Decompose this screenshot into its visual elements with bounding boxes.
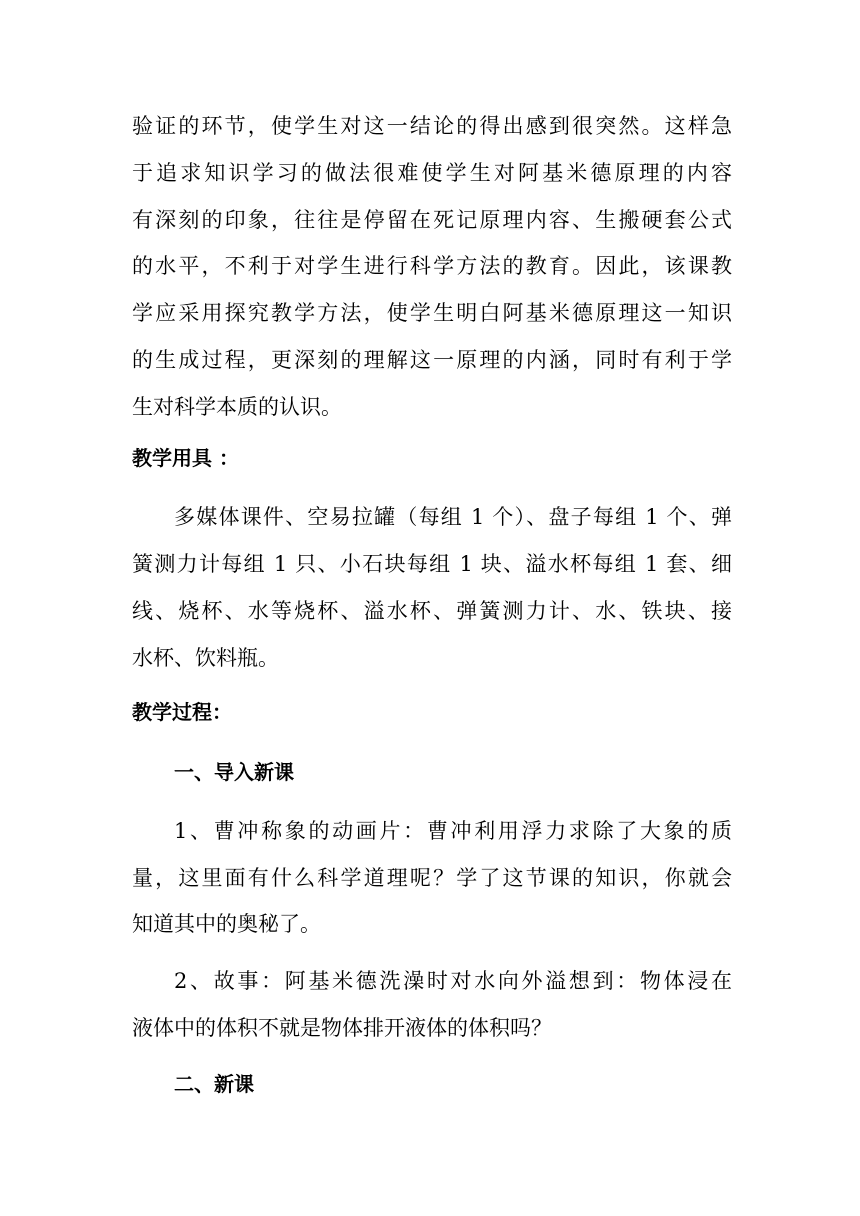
paragraph-line: 线、烧杯、水等烧杯、溢水杯、弹簧测力计、水、铁块、接 bbox=[132, 599, 732, 623]
paragraph-line: 的水平，不利于对学生进行科学方法的教育。因此，该课教 bbox=[132, 254, 732, 278]
section-heading-process: 教学过程： bbox=[132, 700, 232, 724]
subsection-heading-intro: 一、导入新课 bbox=[174, 760, 294, 784]
paragraph-line: 2、故事：阿基米德洗澡时对水向外溢想到：物体浸在 bbox=[174, 969, 732, 993]
subsection-heading-new-lesson: 二、新课 bbox=[174, 1072, 254, 1096]
paragraph-line: 水杯、饮料瓶。 bbox=[132, 646, 279, 670]
paragraph-line: 簧测力计每组 1 只、小石块每组 1 块、溢水杯每组 1 套、细 bbox=[132, 552, 732, 576]
paragraph-line: 的生成过程，更深刻的理解这一原理的内涵，同时有利于学 bbox=[132, 348, 732, 372]
section-heading-tools: 教学用具 ： bbox=[132, 446, 239, 470]
paragraph-line: 液体中的体积不就是物体排开液体的体积吗？ bbox=[132, 1016, 552, 1040]
paragraph-line: 有深刻的印象，往往是停留在死记原理内容、生搬硬套公式 bbox=[132, 208, 732, 232]
paragraph-line: 生对科学本质的认识。 bbox=[132, 395, 342, 419]
paragraph-line: 1、曹冲称象的动画片：曹冲利用浮力求除了大象的质 bbox=[174, 819, 732, 843]
paragraph-line: 知道其中的奥秘了。 bbox=[132, 912, 321, 936]
paragraph-line: 多媒体课件、空易拉罐（每组 1 个）、盘子每组 1 个、弹 bbox=[174, 505, 732, 529]
paragraph-line: 验证的环节，使学生对这一结论的得出感到很突然。这样急 bbox=[132, 114, 732, 138]
paragraph-line: 学应采用探究教学方法，使学生明白阿基米德原理这一知识 bbox=[132, 301, 732, 325]
paragraph-line: 于追求知识学习的做法很难使学生对阿基米德原理的内容 bbox=[132, 161, 732, 185]
paragraph-line: 量，这里面有什么科学道理呢？学了这节课的知识，你就会 bbox=[132, 866, 732, 890]
